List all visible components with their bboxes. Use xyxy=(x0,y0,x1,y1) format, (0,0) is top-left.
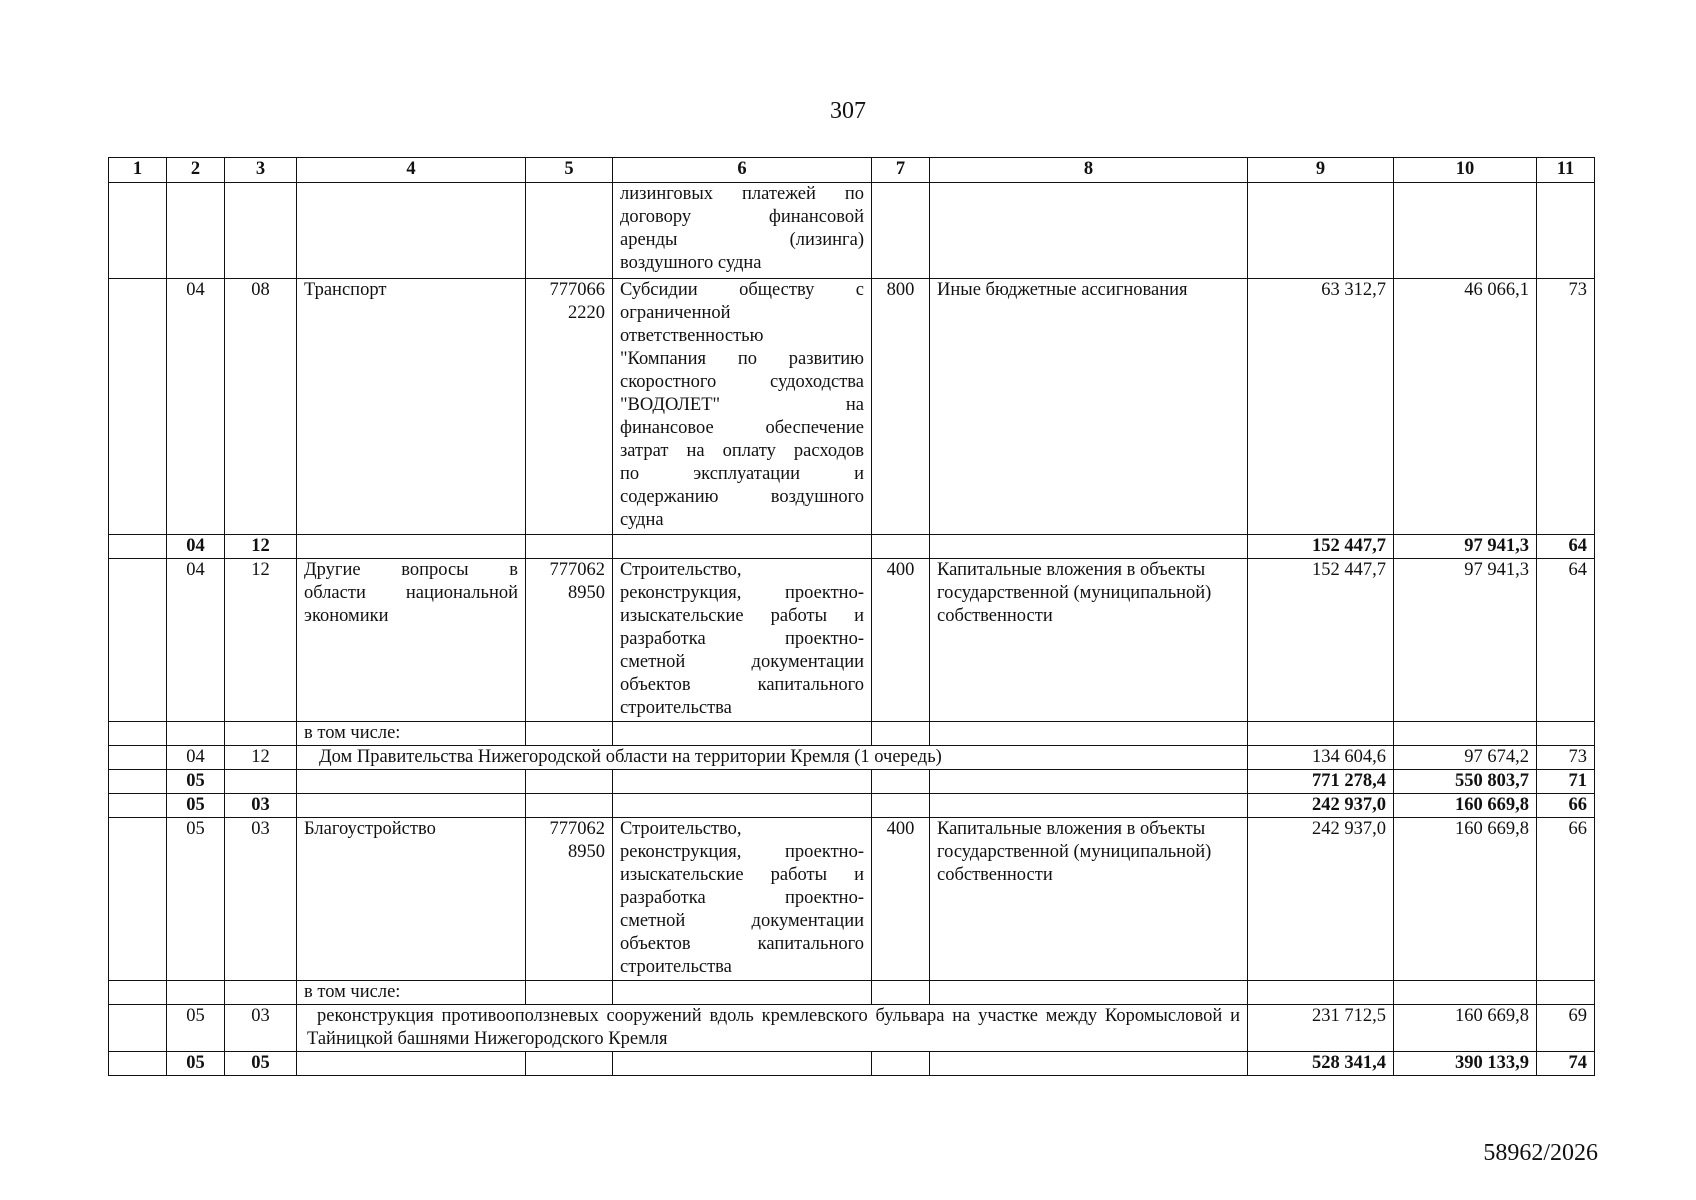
percent-executed: 71 xyxy=(1537,770,1595,794)
section-code: 04 xyxy=(167,535,225,559)
subsection-code: 03 xyxy=(225,1005,297,1052)
text-line: реконструкция, проектно- xyxy=(620,842,864,862)
page-number: 307 xyxy=(830,98,866,124)
table-row xyxy=(109,746,1595,770)
section-code: 05 xyxy=(167,1052,225,1076)
section-code: 05 xyxy=(167,1005,225,1052)
table-row xyxy=(109,1005,1595,1052)
subsection-name xyxy=(297,559,526,722)
text-line: судна xyxy=(620,510,664,530)
document-number: 58962/2026 xyxy=(1483,1140,1598,1166)
section-code: 05 xyxy=(167,818,225,981)
amount-executed: 46 066,1 xyxy=(1394,279,1537,535)
subtotal-row xyxy=(109,770,1595,794)
amount-planned: 231 712,5 xyxy=(1248,1005,1394,1052)
text-line: аренды (лизинга) xyxy=(620,230,864,250)
section-code: 04 xyxy=(167,559,225,722)
purpose-cell xyxy=(613,559,872,722)
col-header: 2 xyxy=(167,158,225,183)
subsection-code: 12 xyxy=(225,559,297,722)
purpose-cell xyxy=(613,183,872,279)
including-row xyxy=(109,981,1595,1005)
subsection-code: 05 xyxy=(225,1052,297,1076)
subsection-code: 12 xyxy=(225,535,297,559)
col-header: 1 xyxy=(109,158,167,183)
text-line: изыскательские работы и xyxy=(620,865,864,885)
including-row xyxy=(109,722,1595,746)
table-row xyxy=(109,818,1595,981)
col-header: 9 xyxy=(1248,158,1394,183)
amount-executed: 97 674,2 xyxy=(1394,746,1537,770)
subsection-code: 12 xyxy=(225,746,297,770)
percent-executed: 66 xyxy=(1537,794,1595,818)
amount-executed: 550 803,7 xyxy=(1394,770,1537,794)
amount-planned: 152 447,7 xyxy=(1248,559,1394,722)
text-line: Строительство, xyxy=(620,560,742,580)
object-name: реконструкция противооползневых сооружений вдоль кремлевского бульвара на участке между Коромысловой и Тайницкой башнями Нижегородского Кремля xyxy=(297,1005,1248,1052)
column-number-header xyxy=(109,158,1595,183)
section-code: 05 xyxy=(167,770,225,794)
text-line: содержанию воздушного xyxy=(620,487,864,507)
percent-executed: 73 xyxy=(1537,279,1595,535)
amount-planned: 63 312,7 xyxy=(1248,279,1394,535)
col-header: 7 xyxy=(872,158,930,183)
section-code: 05 xyxy=(167,794,225,818)
text-line: экономики xyxy=(304,606,389,626)
expense-type: 400 xyxy=(872,559,930,722)
target-article: 777066 2220 xyxy=(526,279,613,535)
percent-executed: 64 xyxy=(1537,535,1595,559)
text-line: объектов капитального xyxy=(620,675,864,695)
text-line: области национальной xyxy=(304,583,518,603)
target-article: 777062 8950 xyxy=(526,559,613,722)
subsection-name: Благоустройство xyxy=(297,818,526,981)
subtotal-row xyxy=(109,535,1595,559)
expense-type-name: Капитальные вложения в объекты государственной (муниципальной) собственности xyxy=(930,818,1248,981)
expense-type: 800 xyxy=(872,279,930,535)
subtotal-row xyxy=(109,1052,1595,1076)
text-line: финансовое обеспечение xyxy=(620,418,864,438)
text-line: скоростного судоходства xyxy=(620,372,864,392)
expense-type-name: Капитальные вложения в объекты государственной (муниципальной) собственности xyxy=(930,559,1248,722)
col-header: 8 xyxy=(930,158,1248,183)
section-code: 04 xyxy=(167,746,225,770)
text-line: сметной документации xyxy=(620,652,864,672)
text-line: договору финансовой xyxy=(620,207,864,227)
amount-planned: 242 937,0 xyxy=(1248,794,1394,818)
percent-executed: 69 xyxy=(1537,1005,1595,1052)
subtotal-row xyxy=(109,794,1595,818)
budget-table xyxy=(108,157,1595,1076)
amount-executed: 97 941,3 xyxy=(1394,559,1537,722)
percent-executed: 74 xyxy=(1537,1052,1595,1076)
amount-executed: 160 669,8 xyxy=(1394,818,1537,981)
text-line: разработка проектно- xyxy=(620,888,864,908)
table-row xyxy=(109,279,1595,535)
text-line: строительства xyxy=(620,698,732,718)
subsection-name: Транспорт xyxy=(297,279,526,535)
text-line: изыскательские работы и xyxy=(620,606,864,626)
text-line: воздушного судна xyxy=(620,253,762,273)
text-line: разработка проектно- xyxy=(620,629,864,649)
col-header: 3 xyxy=(225,158,297,183)
object-name: Дом Правительства Нижегородской области на территории Кремля (1 очередь) xyxy=(297,746,1248,770)
table-row xyxy=(109,559,1595,722)
text-line: ответственностью xyxy=(620,326,764,346)
target-article: 777062 8950 xyxy=(526,818,613,981)
section-code: 04 xyxy=(167,279,225,535)
including-label: в том числе: xyxy=(297,981,526,1005)
amount-executed: 390 133,9 xyxy=(1394,1052,1537,1076)
including-label: в том числе: xyxy=(297,722,526,746)
text-line: "Компания по развитию xyxy=(620,349,864,369)
text-line: сметной документации xyxy=(620,911,864,931)
subsection-code: 03 xyxy=(225,794,297,818)
text-line: Строительство, xyxy=(620,819,742,839)
text-line: по эксплуатации и xyxy=(620,464,864,484)
table-row xyxy=(109,183,1595,279)
amount-planned: 771 278,4 xyxy=(1248,770,1394,794)
amount-planned: 152 447,7 xyxy=(1248,535,1394,559)
text-line: строительства xyxy=(620,957,732,977)
expense-type: 400 xyxy=(872,818,930,981)
subsection-code: 08 xyxy=(225,279,297,535)
amount-executed: 97 941,3 xyxy=(1394,535,1537,559)
text-line: Субсидии обществу с xyxy=(620,280,864,300)
amount-planned: 134 604,6 xyxy=(1248,746,1394,770)
col-header: 4 xyxy=(297,158,526,183)
col-header: 10 xyxy=(1394,158,1537,183)
subsection-code: 03 xyxy=(225,818,297,981)
expense-type-name: Иные бюджетные ассигнования xyxy=(930,279,1248,535)
text-line: реконструкция, проектно- xyxy=(620,583,864,603)
text-line: объектов капитального xyxy=(620,934,864,954)
text-line: затрат на оплату расходов xyxy=(620,441,864,461)
text-line: "ВОДОЛЕТ" на xyxy=(620,395,864,415)
text-line: ограниченной xyxy=(620,303,731,323)
percent-executed: 66 xyxy=(1537,818,1595,981)
amount-executed: 160 669,8 xyxy=(1394,794,1537,818)
col-header: 5 xyxy=(526,158,613,183)
text-line: лизинговых платежей по xyxy=(620,184,864,204)
amount-planned: 242 937,0 xyxy=(1248,818,1394,981)
amount-executed: 160 669,8 xyxy=(1394,1005,1537,1052)
col-header: 6 xyxy=(613,158,872,183)
col-header: 11 xyxy=(1537,158,1595,183)
purpose-cell xyxy=(613,818,872,981)
purpose-cell xyxy=(613,279,872,535)
text-line: Другие вопросы в xyxy=(304,560,518,580)
amount-planned: 528 341,4 xyxy=(1248,1052,1394,1076)
percent-executed: 64 xyxy=(1537,559,1595,722)
percent-executed: 73 xyxy=(1537,746,1595,770)
